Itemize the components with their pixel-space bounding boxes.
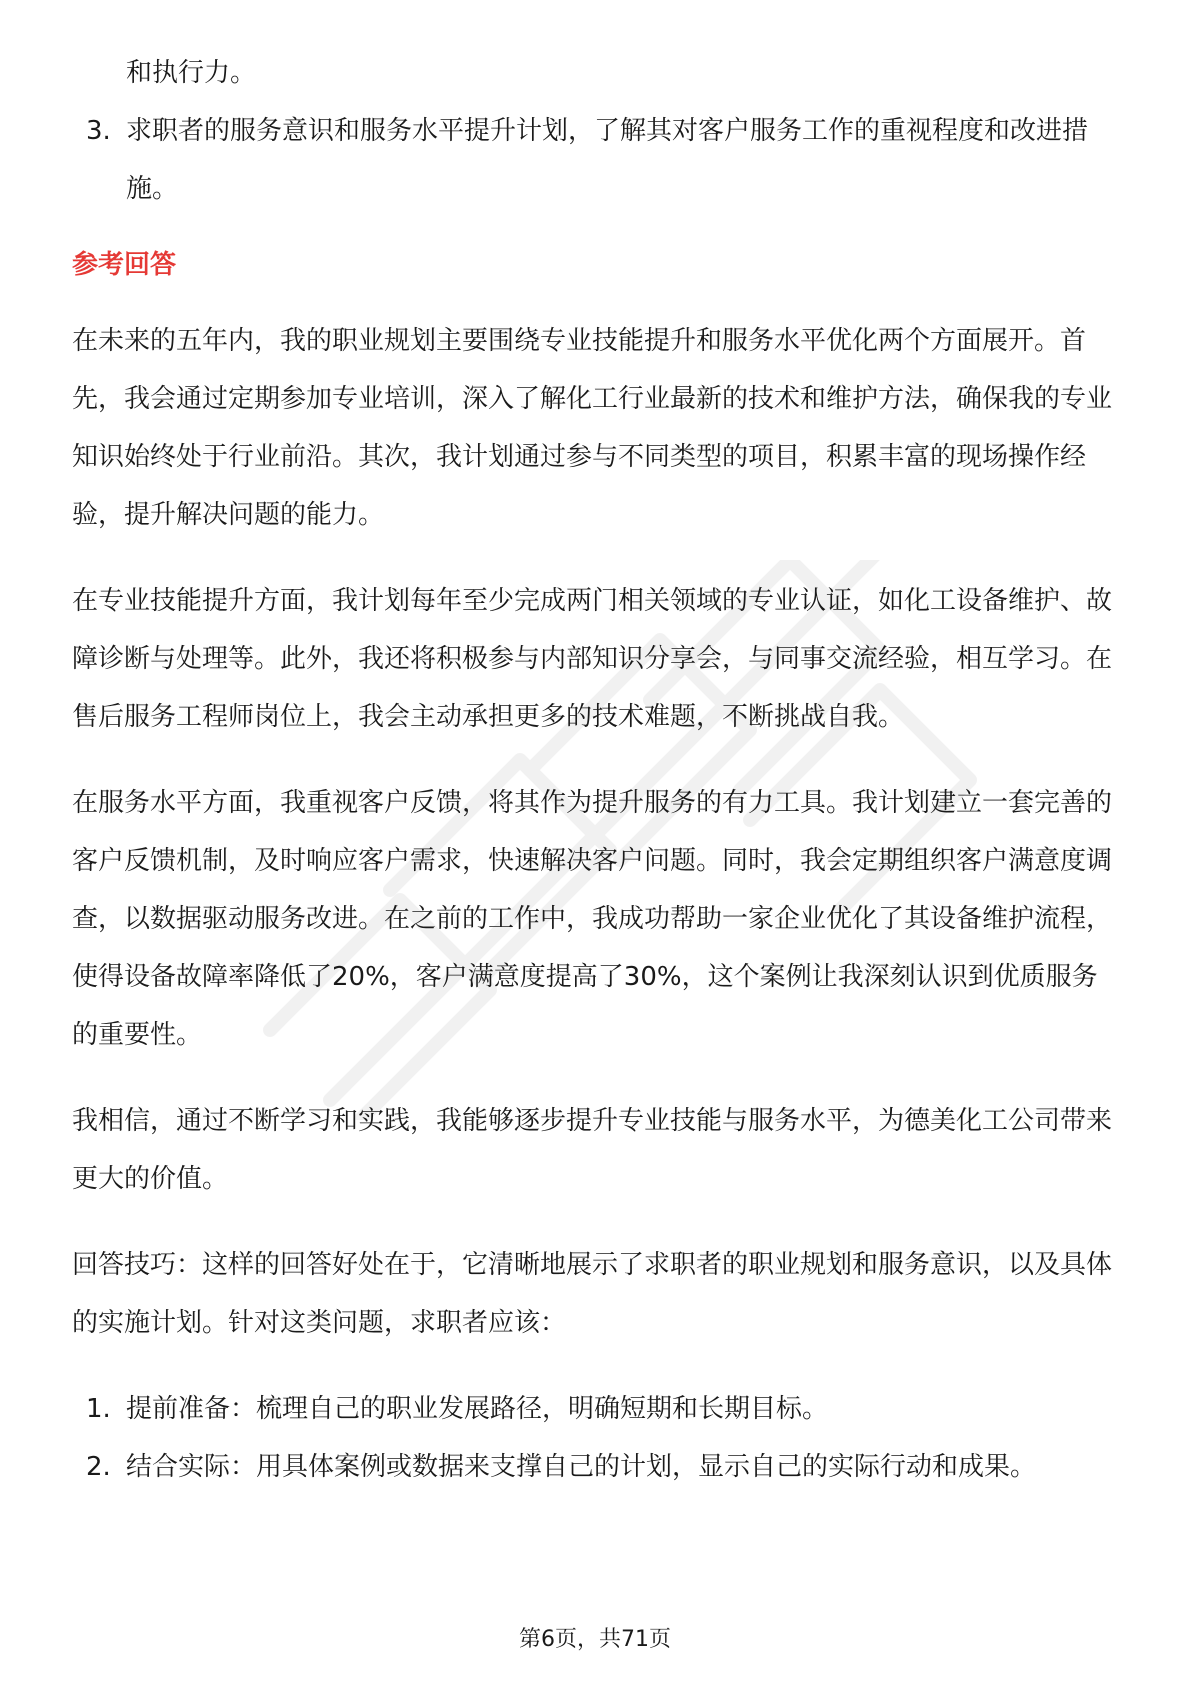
section-title: 参考回答 [72,250,177,280]
list-item-text: 和执行力。 [126,58,257,88]
tips-list [72,1380,1122,1496]
answer-paragraph: 我相信，通过不断学习和实践，我能够逐步提升专业技能与服务水平，为德美化工公司带来更大的价值。 [72,1106,1113,1194]
list-item [72,102,1122,218]
list-item-number: 2. [86,1452,111,1482]
tips-intro: 回答技巧：这样的回答好处在于，它清晰地展示了求职者的职业规划和服务意识，以及具体的实施计划。针对这类问题，求职者应该： [72,1250,1113,1338]
list-item [72,1438,1122,1496]
main-content [72,44,1122,1496]
list-item-number: 1. [86,1394,111,1424]
answer-paragraph: 在服务水平方面，我重视客户反馈，将其作为提升服务的有力工具。我计划建立一套完善的客户反馈机制，及时响应客户需求，快速解决客户问题。同时，我会定期组织客户满意度调查，以数据驱动服务改进。在之前的工作中，我成功帮助一家企业优化了其设备维护流程，使得设备故障率降低了20%，客户满意度提高了30%，这个案例让我深刻认识到优质服务的重要性。 [72,788,1113,1050]
list-item-text: 求职者的服务意识和服务水平提升计划，了解其对客户服务工作的重视程度和改进措施。 [126,116,1089,204]
list-item [72,1380,1122,1438]
answer-paragraph: 在专业技能提升方面，我计划每年至少完成两门相关领域的专业认证，如化工设备维护、故障诊断与处理等。此外，我还将积极参与内部知识分享会，与同事交流经验，相互学习。在售后服务工程师岗位上，我会主动承担更多的技术难题，不断挑战自我。 [72,586,1113,732]
list-item-number: 3. [86,116,111,146]
list-item-text: 提前准备：梳理自己的职业发展路径，明确短期和长期目标。 [126,1394,829,1424]
page-footer: 第6页，共71页 [519,1627,671,1652]
answer-paragraph: 在未来的五年内，我的职业规划主要围绕专业技能提升和服务水平优化两个方面展开。首先，我会通过定期参加专业培训，深入了解化工行业最新的技术和维护方法，确保我的专业知识始终处于行业前沿。其次，我计划通过参与不同类型的项目，积累丰富的现场操作经验，提升解决问题的能力。 [72,326,1113,530]
list-item-text: 结合实际：用具体案例或数据来支撑自己的计划，显示自己的实际行动和成果。 [126,1452,1037,1482]
top-list [72,44,1122,218]
list-item-continuation [72,44,1122,102]
